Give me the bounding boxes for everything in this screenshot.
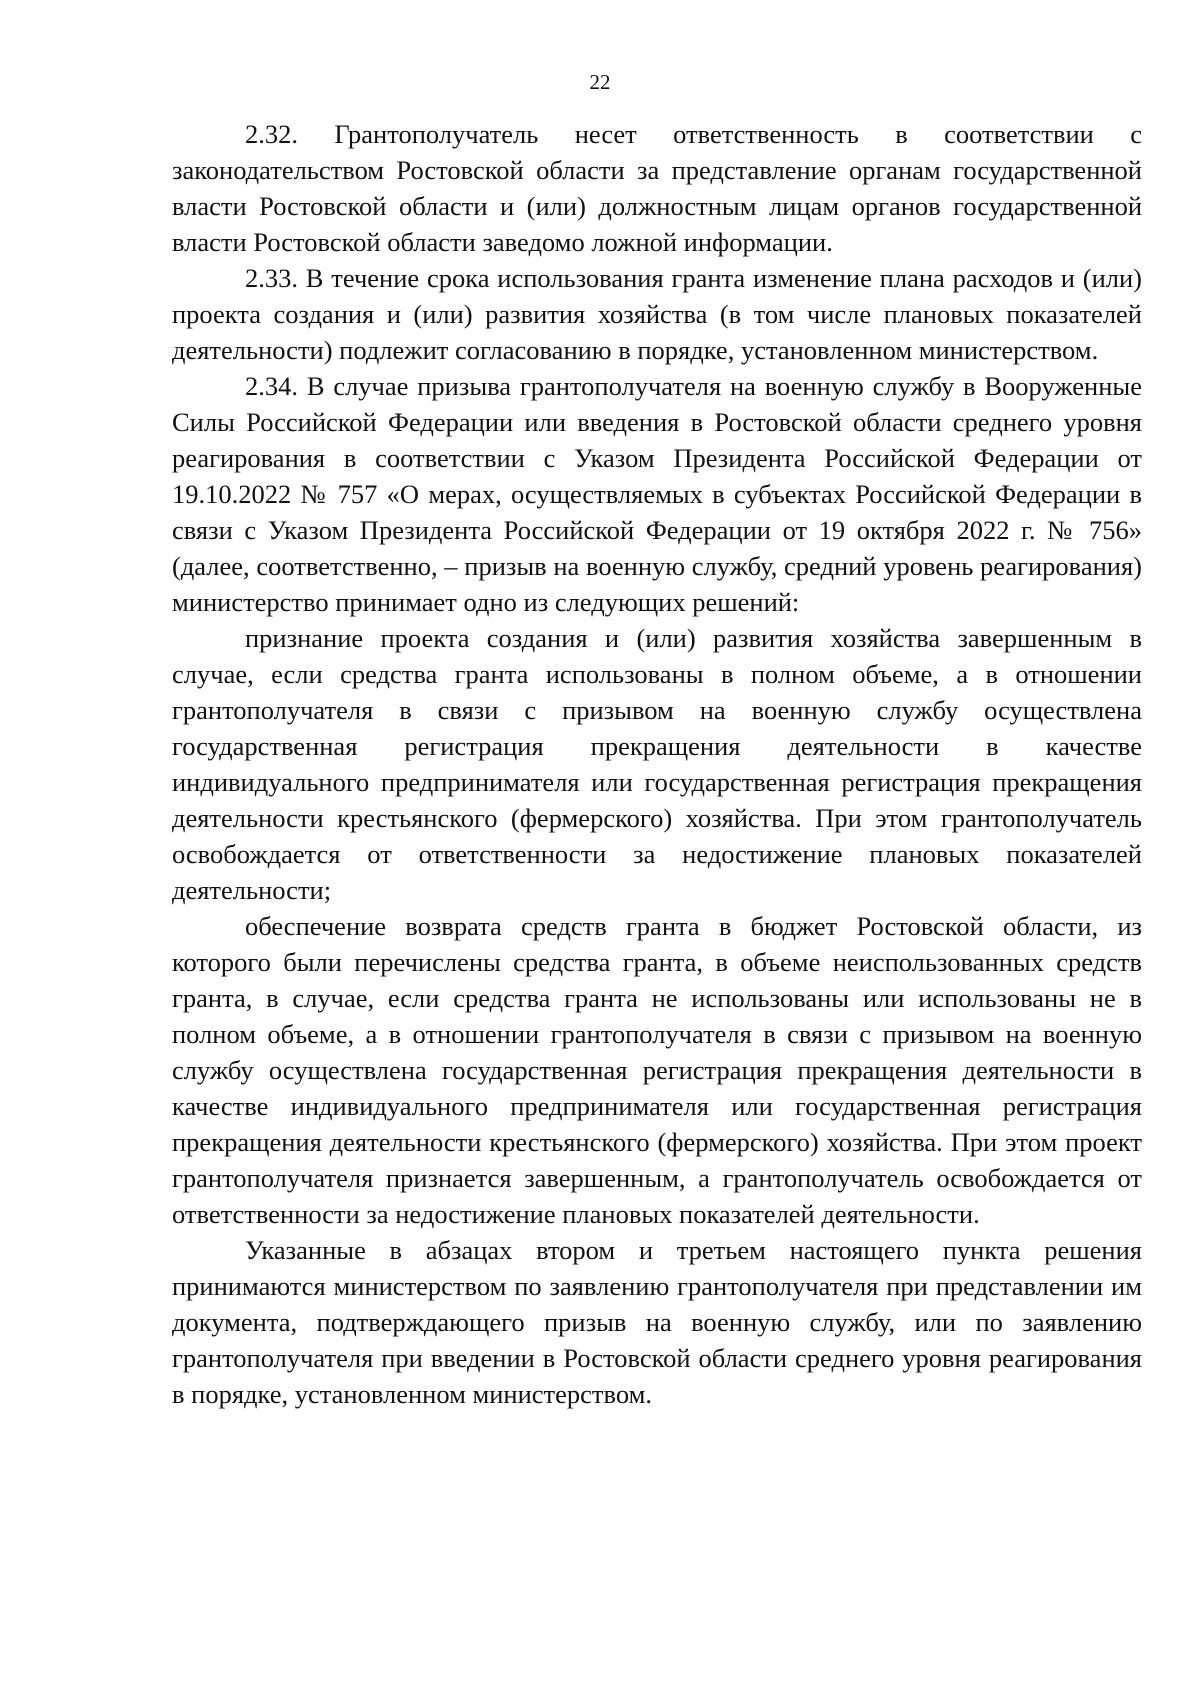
page-number: 22 xyxy=(589,70,611,94)
document-body xyxy=(172,116,1142,1412)
paragraph-2-34: 2.34. В случае призыва грантополучателя на военную службу в Вооруженные Силы Российской Федерации или введения в Ростовской области среднего уровня реагирования в соответствии с Указом Президента Российской Федерации от 19.10.2022 № 757 «О мерах, осуществляемых в субъектах Российской Федерации в связи с Указом Президента Российской Федерации от 19 октября 2022 г. № 756» (далее, соответственно, – призыв на военную службу, средний уровень реагирования) министерство принимает одно из следующих решений: xyxy=(172,371,1142,617)
paragraph-2-33: 2.33. В течение срока использования гранта изменение плана расходов и (или) проекта создания и (или) развития хозяйства (в том числе плановых показателей деятельности) подлежит согласованию в порядке, установленном министерством. xyxy=(172,263,1142,365)
paragraph-decision-procedure: Указанные в абзацах втором и третьем настоящего пункта решения принимаются министерством по заявлению грантополучателя при представлении им документа, подтверждающего призыв на военную службу, или по заявлению грантополучателя при введении в Ростовской области среднего уровня реагирования в порядке, установленном министерством. xyxy=(172,1235,1142,1409)
paragraph-decision-refund: обеспечение возврата средств гранта в бюджет Ростовской области, из которого были перечислены средства гранта, в объеме неиспользованных средств гранта, в случае, если средства гранта не использованы или использованы не в полном объеме, а в отношении грантополучателя в связи с призывом на военную службу осуществлена государственная регистрация прекращения деятельности в качестве индивидуального предпринимателя или государственная регистрация прекращения деятельности крестьянского (фермерского) хозяйства. При этом проект грантополучателя признается завершенным, а грантополучатель освобождается от ответственности за недостижение плановых показателей деятельности. xyxy=(172,911,1142,1229)
paragraph-2-32: 2.32. Грантополучатель несет ответственность в соответствии с законодательством Ростовской области за представление органам государственной власти Ростовской области и (или) должностным лицам органов государственной власти Ростовской области заведомо ложной информации. xyxy=(172,119,1142,257)
paragraph-decision-completed: признание проекта создания и (или) развития хозяйства завершенным в случае, если средства гранта использованы в полном объеме, а в отношении грантополучателя в связи с призывом на военную службу осуществлена государственная регистрация прекращения деятельности в качестве индивидуального предпринимателя или государственная регистрация прекращения деятельности крестьянского (фермерского) хозяйства. При этом грантополучатель освобождается от ответственности за недостижение плановых показателей деятельности; xyxy=(172,623,1142,905)
